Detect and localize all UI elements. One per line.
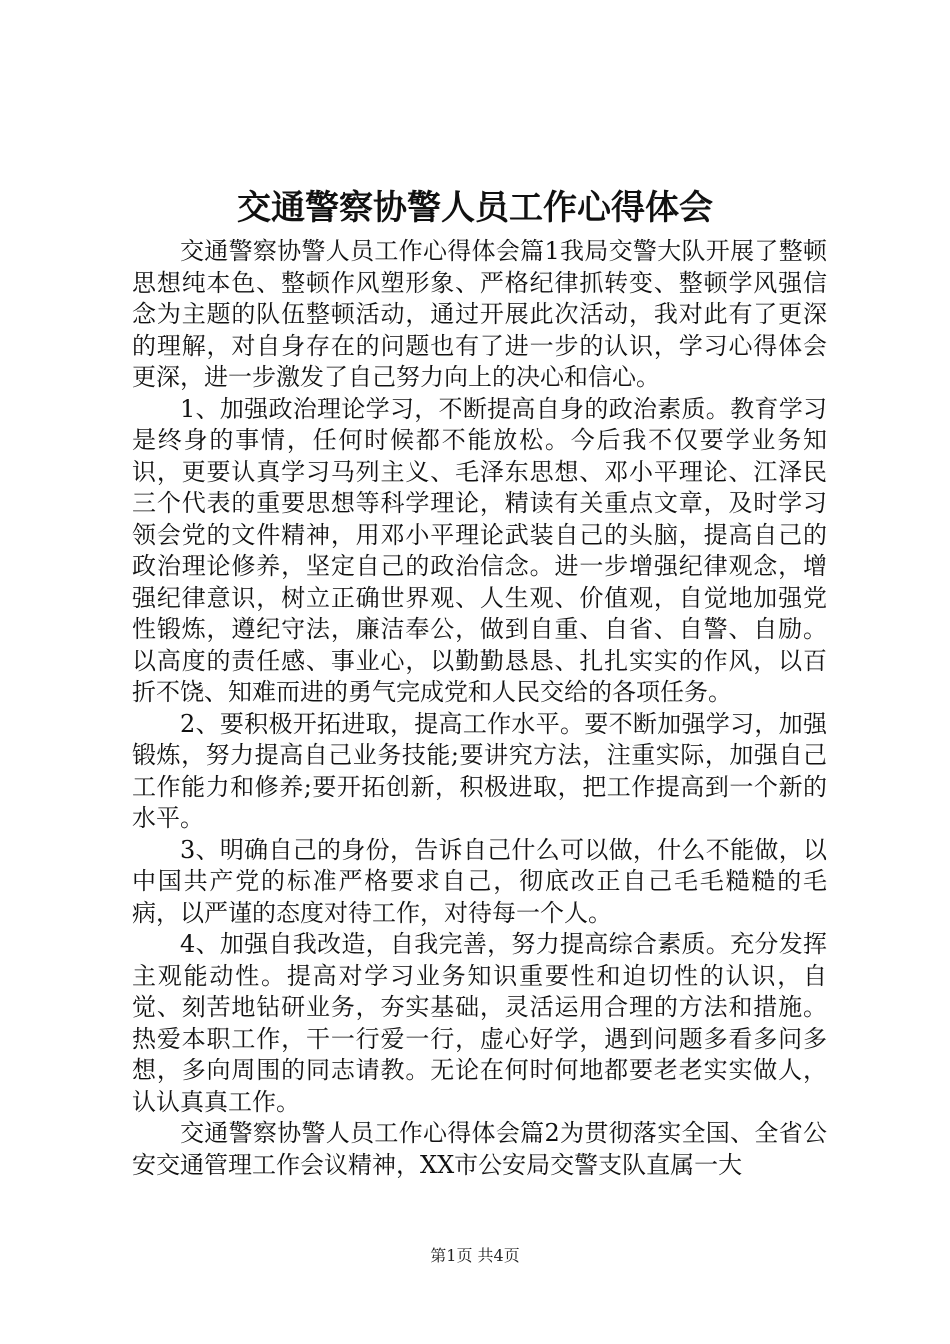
paragraph-article-2: 交通警察协警人员工作心得体会篇2为贯彻落实全国、全省公安交通管理工作会议精神，XX市公安局交警支队直属一大 (132, 1119, 827, 1179)
paragraph-intro: 交通警察协警人员工作心得体会篇1我局交警大队开展了整顿思想纯本色、整顿作风塑形象、严格纪律抓转变、整顿学风强信念为主题的队伍整顿活动，通过开展此次活动，我对此有了更深的理解，对自身存在的问题也有了进一步的认识，学习心得体会更深，进一步激发了自己努力向上的决心和信心。 (132, 237, 827, 391)
paragraph-point-4: 4、加强自我改造，自我完善，努力提高综合素质。充分发挥主观能动性。提高对学习业务知识重要性和迫切性的认识，自觉、刻苦地钻研业务，夯实基础，灵活运用合理的方法和措施。热爱本职工作，干一行爱一行，虚心好学，遇到问题多看多问多想，多向周围的同志请教。无论在何时何地都要老老实实做人，认认真真工作。 (132, 930, 827, 1116)
document-body (132, 236, 827, 1181)
paragraph-point-1: 1、加强政治理论学习，不断提高自身的政治素质。教育学习是终身的事情，任何时候都不能放松。今后我不仅要学业务知识，更要认真学习马列主义、毛泽东思想、邓小平理论、江泽民三个代表的重要思想等科学理论，精读有关重点文章，及时学习领会党的文件精神，用邓小平理论武装自己的头脑，提高自己的政治理论修养，坚定自己的政治信念。进一步增强纪律观念，增强纪律意识，树立正确世界观、人生观、价值观，自觉地加强党性锻炼，遵纪守法，廉洁奉公，做到自重、自省、自警、自励。以高度的责任感、事业心，以勤勤恳恳、扎扎实实的作风，以百折不饶、知难而进的勇气完成党和人民交给的各项任务。 (132, 394, 827, 706)
paragraph-point-3: 3、明确自己的身份，告诉自己什么可以做，什么不能做，以中国共产党的标准严格要求自己，彻底改正自己毛毛糙糙的毛病，以严谨的态度对待工作，对待每一个人。 (132, 835, 827, 927)
document-title: 交通警察协警人员工作心得体会 (237, 188, 713, 228)
page-number-footer: 第1页 共4页 (430, 1246, 520, 1265)
paragraph-point-2: 2、要积极开拓进取，提高工作水平。要不断加强学习，加强锻炼，努力提高自己业务技能;要讲究方法，注重实际，加强自己工作能力和修养;要开拓创新，积极进取，把工作提高到一个新的水平。 (132, 709, 827, 832)
